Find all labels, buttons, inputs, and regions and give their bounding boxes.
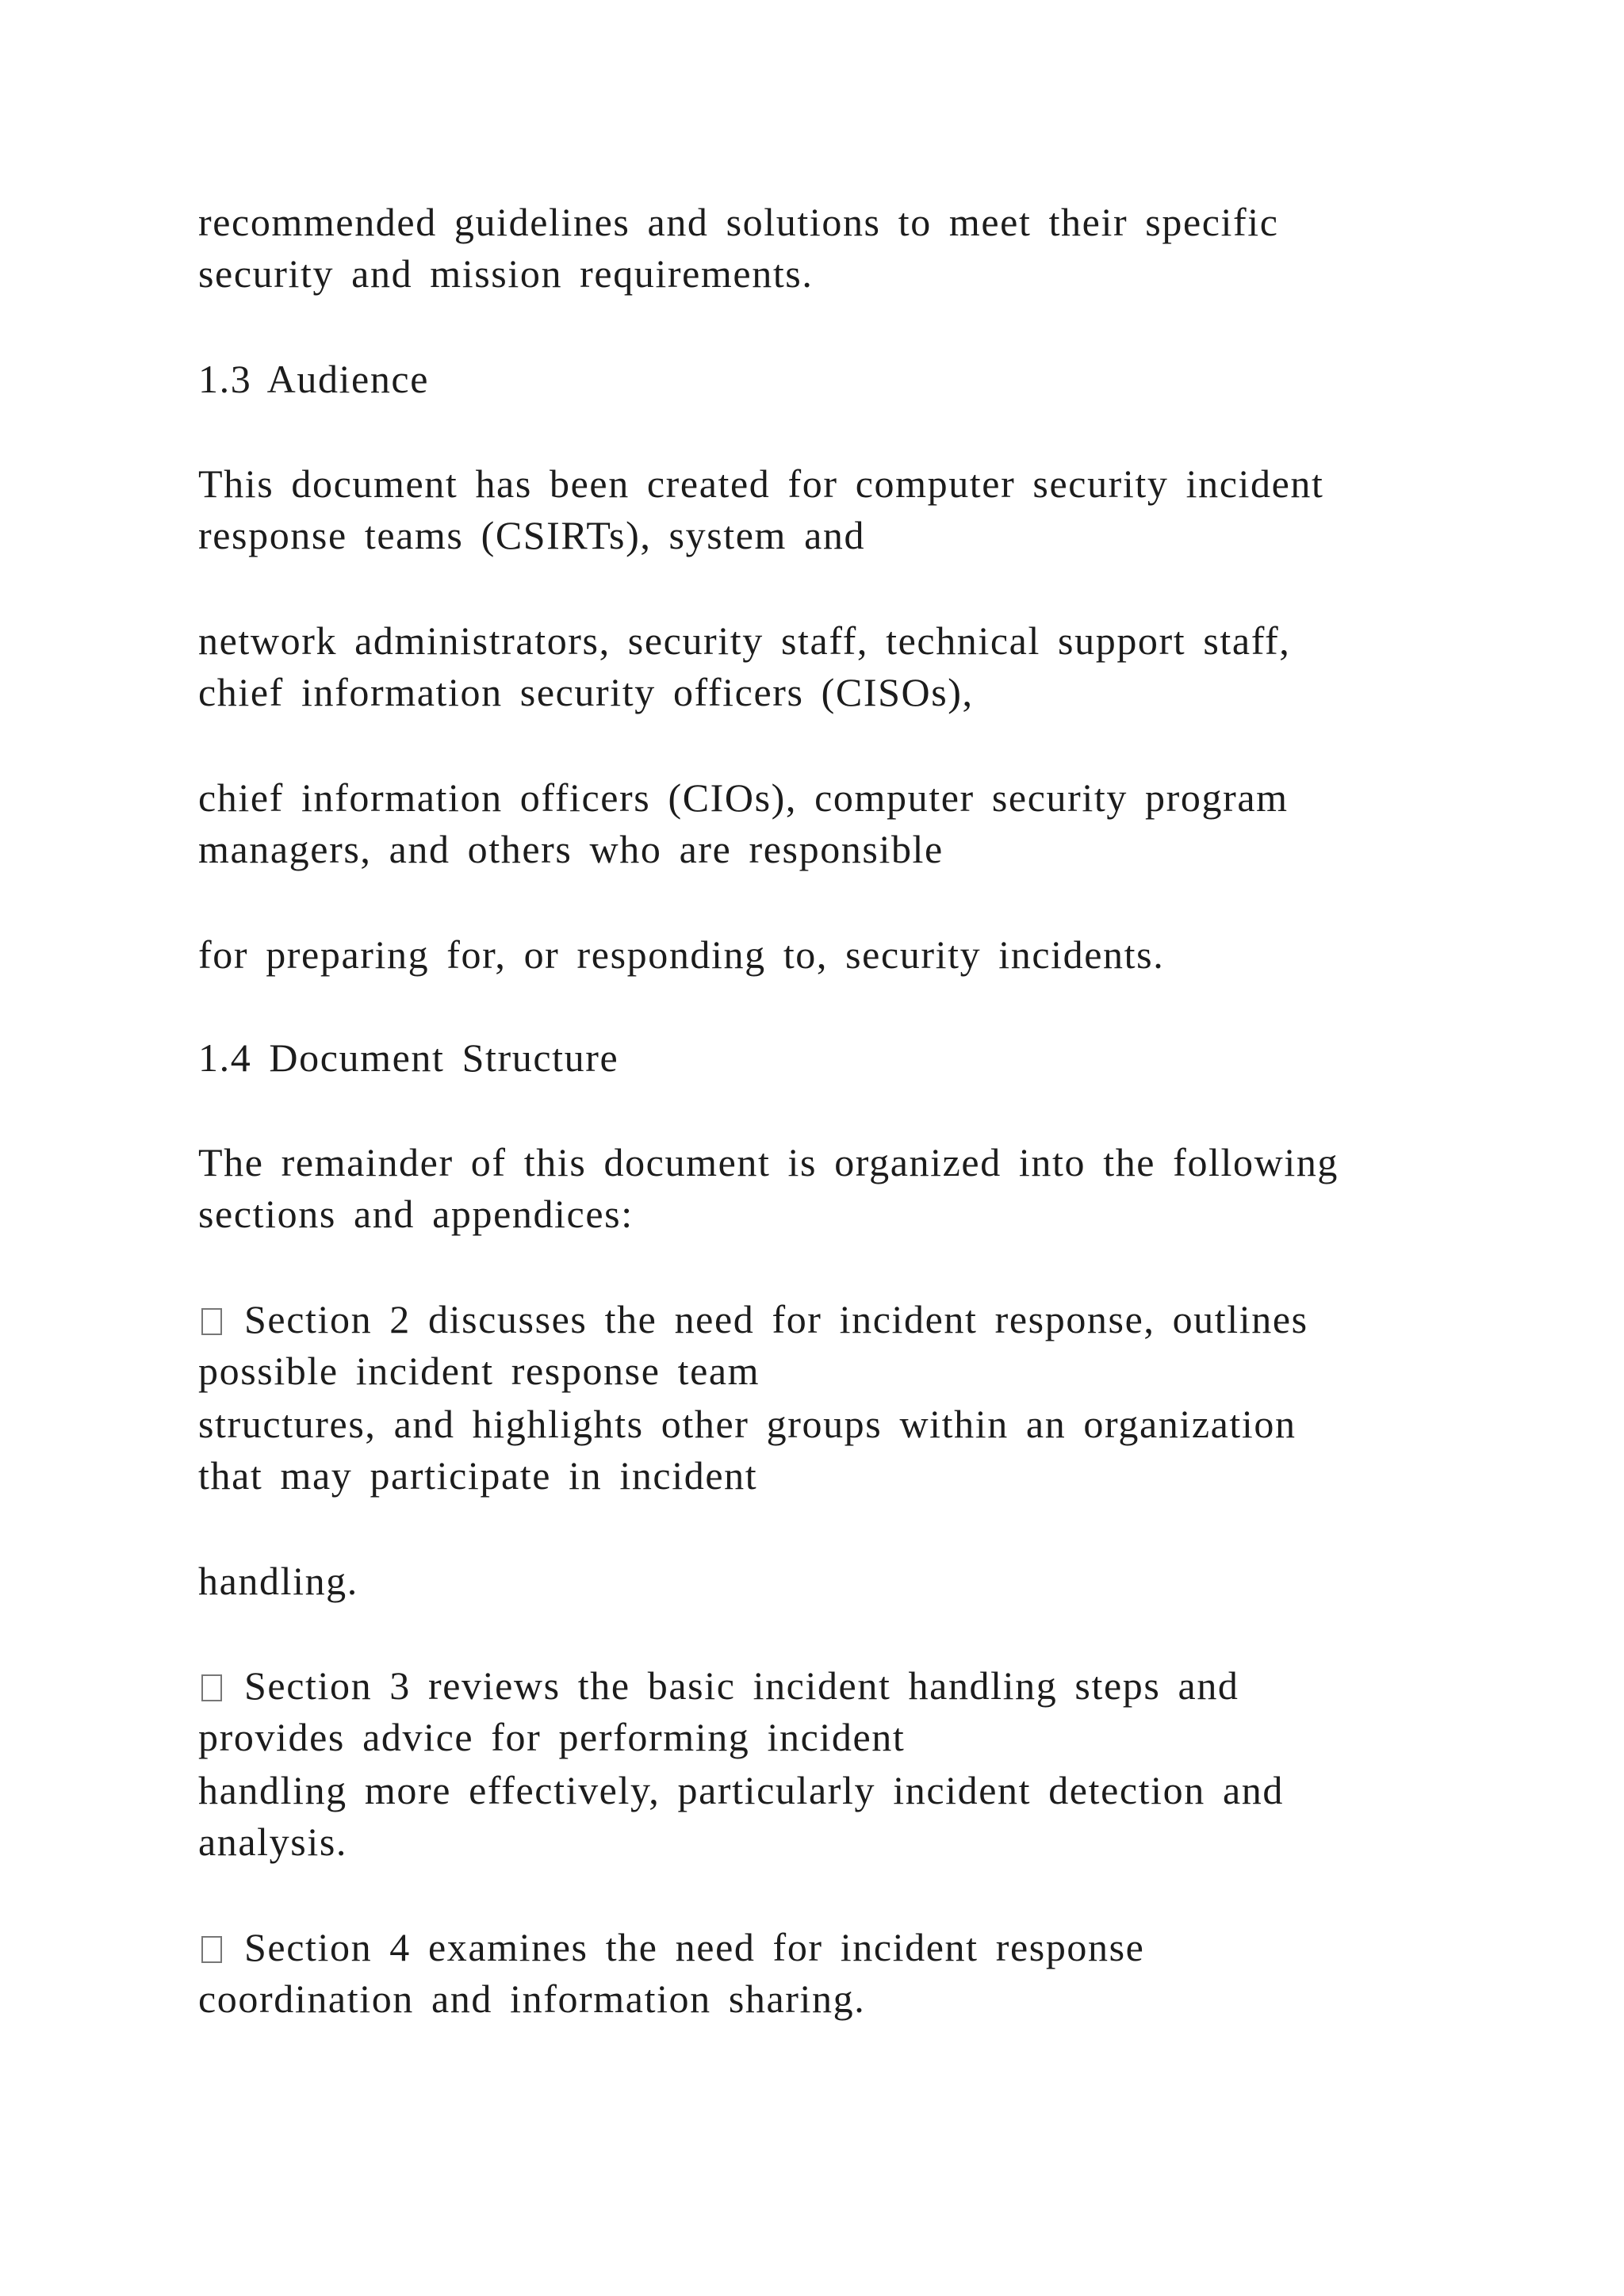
bullet-2-line-4: analysis. — [198, 1820, 347, 1864]
structure-intro-line-2: sections and appendices: — [198, 1192, 634, 1236]
bullet-1-line-4: that may participate in incident — [198, 1453, 758, 1498]
audience-paragraph-3-line-2: managers, and others who are responsible — [198, 827, 944, 871]
audience-paragraph-2-line-1: network administrators, security staff, technical support staff, — [198, 618, 1291, 663]
bullet-3-line-1 — [198, 1922, 1144, 1973]
bullet-2-line-1 — [198, 1660, 1239, 1711]
bullet-1-line-1 — [198, 1294, 1308, 1345]
audience-paragraph-3-line-1: chief information officers (CIOs), computer security program — [198, 775, 1289, 820]
bullet-1-line-2: possible incident response team — [198, 1349, 760, 1393]
audience-paragraph-2-line-2: chief information security officers (CISOs), — [198, 670, 974, 714]
audience-paragraph-1-line-2: response teams (CSIRTs), system and — [198, 513, 866, 557]
missing-glyph-box-icon — [201, 1308, 222, 1335]
bullet-2-line-2: provides advice for performing incident — [198, 1715, 906, 1759]
audience-paragraph-1-line-1: This document has been created for computer security incident — [198, 461, 1324, 506]
intro-line-1: recommended guidelines and solutions to meet their specific — [198, 200, 1279, 244]
missing-glyph-box-icon — [201, 1936, 222, 1963]
bullet-1-text-1: Section 2 discusses the need for incident response, outlines — [244, 1297, 1308, 1341]
bullet-2-text-1: Section 3 reviews the basic incident handling steps and — [244, 1663, 1239, 1708]
bullet-1-line-5: handling. — [198, 1559, 358, 1603]
bullet-2-line-3: handling more effectively, particularly incident detection and — [198, 1768, 1284, 1812]
bullet-3-line-2: coordination and information sharing. — [198, 1976, 866, 2021]
intro-line-2: security and mission requirements. — [198, 251, 814, 296]
bullet-1-line-3: structures, and highlights other groups within an organization — [198, 1402, 1297, 1446]
bullet-3-text-1: Section 4 examines the need for incident response — [244, 1925, 1145, 1969]
missing-glyph-box-icon — [201, 1674, 222, 1701]
section-heading-document-structure: 1.4 Document Structure — [198, 1035, 619, 1080]
structure-intro-line-1: The remainder of this document is organized into the following — [198, 1140, 1339, 1184]
section-heading-audience: 1.3 Audience — [198, 357, 430, 401]
audience-paragraph-4-line-1: for preparing for, or responding to, security incidents. — [198, 932, 1165, 977]
